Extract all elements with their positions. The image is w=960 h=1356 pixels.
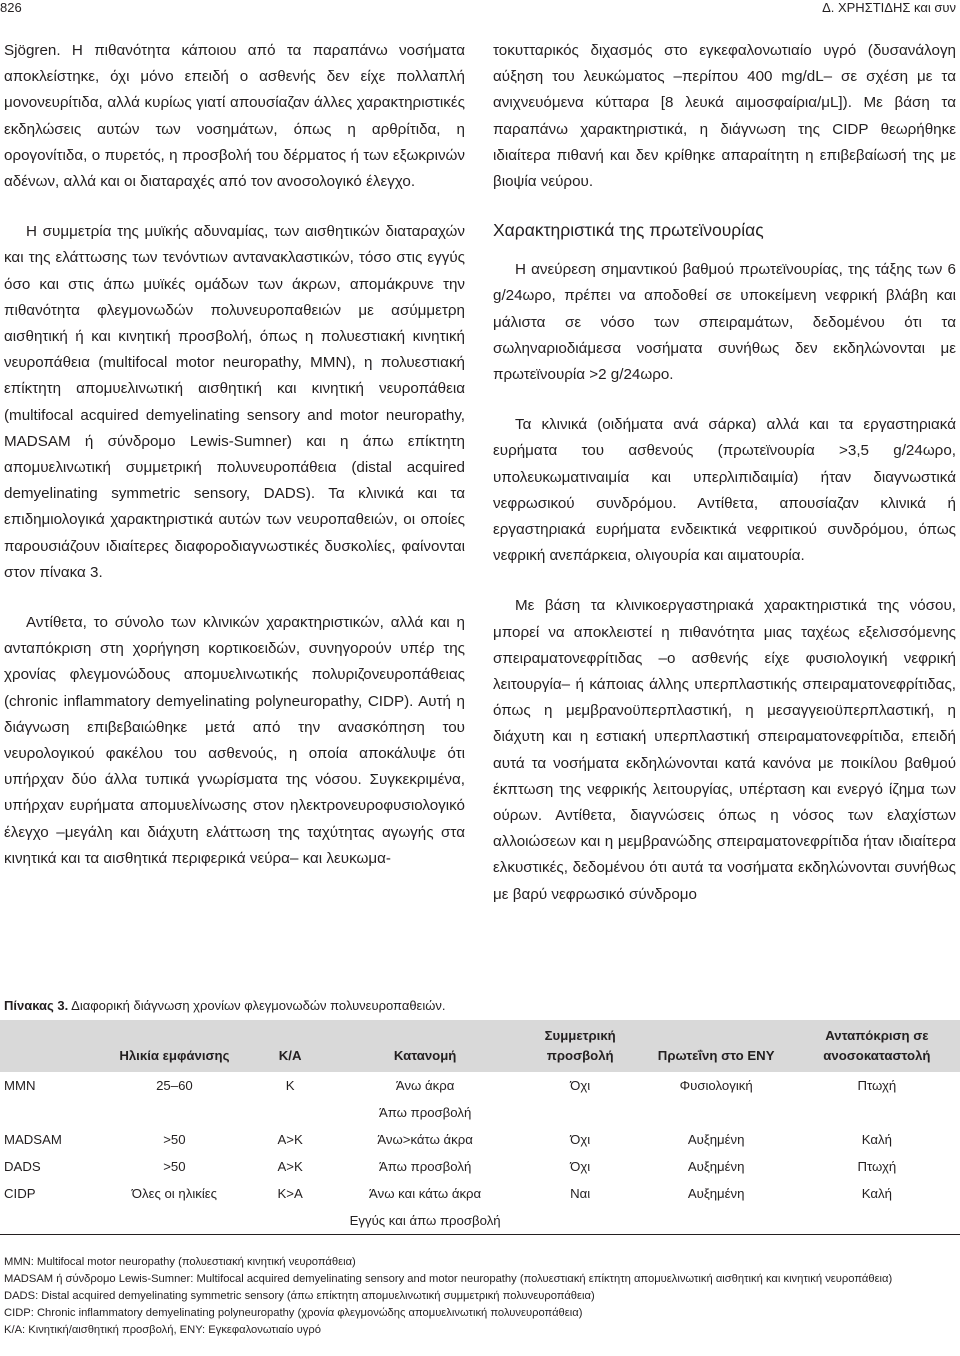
table-cell: Άνω και κάτω άκρα (369, 1186, 482, 1201)
table-cell: Πτωχή (857, 1159, 897, 1174)
footnote: DADS: Distal acquired demyelinating symmetric sensory (άπω επίκτητη απομυελινωτική συμμετρική πολυνευροπάθεια) (4, 1290, 595, 1302)
table-caption (4, 997, 956, 1015)
table-row (0, 1072, 960, 1099)
paragraph: τοκυτταρικός διχασμός στο εγκεφαλονωτιαίο υγρό (δυσανάλογη αύξηση του λευκώματος –περίπου 400 mg/dL– σε σχέση με τα ανιχνευόμενα κύτταρα [8 λευκά αιμοσφαίρια/μL]). Με βάση τα παραπάνω χαρακτηριστικά, η διάγνωση της CIDP θεωρήθηκε ιδιαίτερα πιθανή και δεν κρίθηκε απαραίτητη η επιβεβαίωσή της με βιοψία νεύρου. (493, 42, 956, 191)
table-cell: Πτωχή (857, 1078, 897, 1093)
table-cell: Α>Κ (277, 1132, 303, 1147)
table-cell: Άπω προσβολή (378, 1105, 472, 1120)
table-cell (639, 1099, 794, 1126)
paragraph: Αντίθετα, το σύνολο των κλινικών χαρακτηριστικών, αλλά και η ανταπόκριση στη χορήγηση κορτικοειδών, συνηγορούν υπέρ της χρονίας φλεγμονώδους απομυελινωτικής πολυριζονευροπάθειας (chronic inflammatory demyelinating polyneuropathy, CIDP). Αυτή η διάγνωση επιβεβαιώθηκε μετά από την ανασκόπηση του νευρολογικού φακέλου του ασθενούς, η οποία αποκάλυψε ότι υπήρχαν δύο άλλα τυπικά γνωρίσματα της νόσου. Συγκεκριμένα, υπήρχαν ευρήματα απομυελίνωσης στον ηλεκτρονευροφυσιολογικό έλεγχο –μεγάλη και διάχυτη ελάττωση της ταχύτητας αγωγής στα κινητικά και τα αισθητικά περιφερικά νεύρα– και λευκωμα- (4, 614, 465, 867)
table-cell: Όχι (570, 1078, 591, 1093)
table-cell: Όχι (570, 1132, 591, 1147)
table-caption-text: Διαφορική διάγνωση χρονίων φλεγμονωδών πολυνευροπαθειών. (68, 998, 446, 1013)
table-cell: Όλες οι ηλικίες (131, 1186, 218, 1201)
table-header-row (0, 1020, 960, 1072)
column-header (0, 1020, 97, 1072)
table-row (0, 1099, 960, 1126)
left-column (4, 38, 465, 896)
paragraph: Η συμμετρία της μυϊκής αδυναμίας, των αισθητικών διαταραχών και της ελάττωσης των τενόντιων αντανακλαστικών, τόσο στις εγγύς όσο και στις άπω μυϊκές ομάδων των άκρων, απομάκρυνε την πιθανότητα φλεγμονωδών πολυνευροπαθειών με ασύμμετρη αισθητική ή και κινητική προσβολή, όπως η πολυεστιακή κινητική νευροπάθεια (multifocal motor neuropathy, MMN), η πολυεστιακή επίκτητη απομυελινωτική αισθητική και κινητική νευροπάθεια (multifocal acquired demyelinating sensory and motor neuropathy, MADSAM ή σύνδρομο Lewis-Sumner) και η άπω επίκτητη απομυελινωτική συμμετρική πολυνευροπάθεια (distal acquired demyelinating symmetric sensory, DADS). Τα κλινικά και τα επιδημιολογικά χαρακτηριστικά αυτών των νευροπαθειών, οι οποίες παρουσιάζουν ιδιαίτερες διαφοροδιαγνωστικές δυσκολίες, φαίνονται στον πίνακα 3. (4, 223, 465, 581)
paragraph: Sjögren. Η πιθανότητα κάποιου από τα παραπάνω νοσήματα αποκλείστηκε, όχι μόνο επειδή ο ασθενής δεν είχε πολλαπλή μονονευρίτιδα, αλλά κυρίως γιατί απουσίαζαν άλλες χαρακτηριστικές εκδηλώσεις αυτών των νοσημάτων, όπως η αρθρίτιδα, η ορογονίτιδα, ο πυρετός, η προσβολή του δέρματος ή των εξωκρινών αδένων, αλλά και οι διαταραχές από τον ανοσολογικό έλεγχο. (4, 42, 465, 191)
table-cell (252, 1207, 328, 1235)
table-cell: Καλή (861, 1186, 892, 1201)
column-header: Πρωτεΐνη στο ΕΝΥ (639, 1020, 794, 1072)
table-caption-label: Πίνακας 3. (4, 998, 69, 1013)
table-3 (0, 1020, 960, 1235)
table-cell (794, 1099, 960, 1126)
table-cell (522, 1099, 639, 1126)
table-row (0, 1180, 960, 1207)
table-cell: Αυξημένη (687, 1186, 745, 1201)
table-cell: Αυξημένη (687, 1159, 745, 1174)
footnote: MADSAM ή σύνδρομο Lewis-Sumner: Multifocal acquired demyelinating sensory and motor neuropathy (πολυεστιακή επίκτητη απομυελινωτική αισθητική και κινητική νευροπάθεια) (4, 1273, 893, 1285)
page-number: 826 (0, 0, 22, 15)
table-cell (522, 1207, 639, 1235)
table-cell: Καλή (861, 1132, 892, 1147)
table-cell: Κ>Α (277, 1186, 303, 1201)
section-heading: Χαρακτηριστικά της πρωτεϊνουρίας (493, 220, 764, 241)
table-cell (0, 1207, 97, 1235)
table-cell: MMN (4, 1078, 36, 1093)
table-cell: Α>Κ (277, 1159, 303, 1174)
table-row (0, 1153, 960, 1180)
table-cell: Φυσιολογική (679, 1078, 753, 1093)
column-header: Κ/Α (252, 1020, 328, 1072)
table-cell (639, 1207, 794, 1235)
table-cell (97, 1099, 252, 1126)
column-header: Κατανομή (328, 1020, 522, 1072)
column-header: Ανταπόκριση σε ανοσοκαταστολή (794, 1020, 960, 1072)
footnote: MMN: Multifocal motor neuropathy (πολυεστιακή κινητική νευροπάθεια) (4, 1256, 356, 1268)
table-cell: Κ (285, 1078, 295, 1093)
paragraph: Η ανεύρεση σημαντικού βαθμού πρωτεϊνουρίας, της τάξης των 6 g/24ωρο, πρέπει να αποδοθεί σε υποκείμενη νεφρική βλάβη και μάλιστα σε νόσο των σπειραμάτων, δεδομένου ότι τα σωληναριοδιάμεσα νοσήματα συνήθως δεν εκδηλώνονται με πρωτεϊνουρία >2 g/24ωρο. (493, 261, 956, 384)
table-cell: Εγγύς και άπω προσβολή (328, 1207, 522, 1235)
footnote: Κ/Α: Κινητική/αισθητική προσβολή, ΕΝΥ: Εγκεφαλονωτιαίο υγρό (4, 1324, 321, 1336)
column-header: Συμμετρική προσβολή (522, 1020, 639, 1072)
running-header-authors: Δ. ΧΡΗΣΤΙΔΗΣ και συν (822, 0, 956, 15)
footnote: CIDP: Chronic inflammatory demyelinating polyneuropathy (χρονία φλεγμονώδης απομυελινωτική πολυνευροπάθεια) (4, 1307, 583, 1319)
paragraph: Με βάση τα κλινικοεργαστηριακά χαρακτηριστικά της νόσου, μπορεί να αποκλειστεί η πιθανότητα μιας ταχέως εξελισσόμενης σπειραματονεφρίτιδας –ο ασθενής είχε φυσιολογική νεφρική λειτουργία– ή κάποιας άλλης υπερπλαστικής σπειραματονεφρίτιδας, όπως η μεμβρανοϋπερπλαστική, η μεσαγγειοϋπερπλαστική, η διάχυτη και η εστιακή υπερπλαστική σπειραματονεφρίτιδα, επειδή αυτά τα νοσήματα εκδηλώνονται κατά κανόνα με ποικίλου βαθμού έκπτωση της νεφρικής λειτουργίας, υπέρταση και ενεργό ίζημα των ούρων. Αντίθετα, διαγνώσεις όπως η νόσος των ελαχίστων αλλοιώσεων και η μεμβρανώδης σπειραματονεφρίτιδα ήταν ιδιαίτερα ελκυστικές, δεδομένου ότι αυτά τα νοσήματα εκδηλώνονται συνήθως με βαρύ νεφρωσικό σύνδρομο (493, 597, 956, 903)
paragraph: Τα κλινικά (οιδήματα ανά σάρκα) αλλά και τα εργαστηριακά ευρήματα του ασθενούς (πρωτεϊνουρία >3,5 g/24ωρο, υπολευκωματιναιμία και υπερλιπιδαιμία) ήταν διαγνωστικά νεφρωσικού συνδρόμου. Αντίθετα, απουσίαζαν κλινικά ή εργαστηριακά ευρήματα ενδεικτικά νεφριτικού συνδρόμου, όπως νεφρική ανεπάρκεια, ολιγουρία και αιματουρία. (493, 416, 956, 565)
table-cell (252, 1099, 328, 1126)
table-cell: >50 (163, 1132, 186, 1147)
right-column (493, 38, 956, 932)
table-cell: Άνω>κάτω άκρα (377, 1132, 473, 1147)
table-row (0, 1126, 960, 1153)
table-cell: Άπω προσβολή (378, 1159, 472, 1174)
table-cell: Όχι (570, 1159, 591, 1174)
column-header: Ηλικία εμφάνισης (97, 1020, 252, 1072)
table-cell: Άνω άκρα (395, 1078, 455, 1093)
table-cell: 25–60 (156, 1078, 193, 1093)
table-cell: DADS (4, 1159, 41, 1174)
table-cell (97, 1207, 252, 1235)
table-cell: CIDP (4, 1186, 36, 1201)
table-cell: Αυξημένη (687, 1132, 745, 1147)
table-cell: Ναι (570, 1186, 591, 1201)
table-footnotes (4, 1254, 956, 1339)
table-cell: >50 (163, 1159, 186, 1174)
table-cell: MADSAM (4, 1132, 62, 1147)
table-cell (794, 1207, 960, 1235)
table-cell (0, 1099, 97, 1126)
table-row (0, 1207, 960, 1235)
